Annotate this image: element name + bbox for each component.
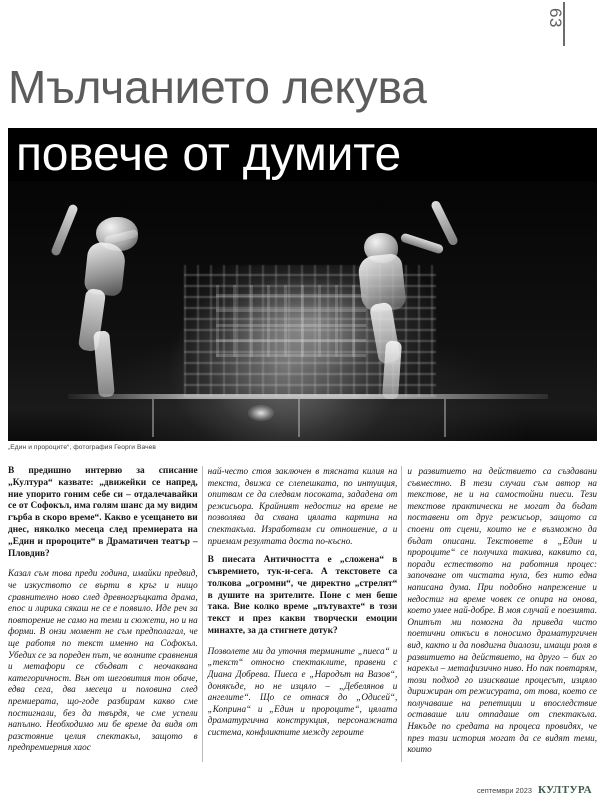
paragraph-question: В предишно интервю за списание „Култура“ казвате: „движейки се напред, ние упорито гоним себе си – отдалечавайки се от Софокъл, има голям шанс да му видим гърба в скоро време“. Какво е усещането ви днес, няколко месеца след премиерата на „Един и пророците“ в Драматичен театър – Пловдив? — [8, 466, 198, 559]
paragraph-answer: Позволете ми да уточня термините „пиеса“ и „текст“ относно спектаклите, правени с Диана Добрева. Пиеса е „Народът на Вазов“, донякъде, но не изцяло – „Дебелянов и ангелите“. Що се отнася до „Одисей“, „Коприна“ и „Един и пророците“, цялата драматургична конструкция, персонажната система, конфликтите между героите — [207, 645, 398, 737]
stage-photograph — [8, 181, 597, 441]
publication-brand: КУЛТУРА — [537, 784, 592, 796]
column-1 — [8, 466, 198, 776]
column-2 — [208, 466, 398, 776]
page-number: 63 — [546, 8, 565, 28]
column-divider-2 — [401, 466, 402, 762]
page-footer — [477, 784, 592, 796]
paragraph-answer: Казал съм това преди година, имайки предвид, че изкуството се върти в кръг и нищо сравнително ново след древногръцката драма, епос и лирика сякаш не се е появило. Иде реч за повторение не само на теми и сюжети, но и на форми. В онзи момент не съм предполагал, че ще работя по текст именно на Софокъл. Убедих се за пореден път, че волните сравнения и метафори се сбъдват с неочаквана категоричност. Вън от шеговития тон обаче, едва сега, два месеца и половина след премиерата, що-годе разбирам какво сме постигнали, без да твърдя, че сме успели напълно. Необходимо ми бе време да видя от разстояние целия спектакъл, защото в предпремиерния хаос — [8, 568, 198, 753]
stage-rail-left — [152, 399, 154, 437]
stage-rail-mid — [298, 399, 300, 437]
stage-rail-right — [444, 399, 446, 437]
stage-backdrop-grid — [216, 285, 366, 357]
photo-caption: „Един и пророците“, фотография Георги Вачев — [8, 444, 156, 451]
page-number-block — [546, 0, 592, 48]
headline-line-2: повече от думите — [16, 128, 401, 181]
issue-date: септември 2023 — [476, 786, 532, 795]
article-body — [8, 466, 597, 776]
stage-floor-glow — [248, 405, 274, 421]
stage-floor-line — [68, 394, 548, 399]
paragraph-answer: най-често стоя заключен в тясната килия на текста, движа се слепешката, по интуиция, опитвам се да следвам посоката, зададена от режисьора. Крайният недостиг на време не позволява да схвана цялата картина на спектакъла. Изработвам си отношение, а и приемам резултата доста по-късно. — [207, 466, 398, 546]
column-divider-1 — [202, 466, 203, 762]
headline-line-1: Мълчанието лекува — [8, 61, 427, 113]
column-3 — [407, 466, 597, 776]
paragraph-question: В пиесата Античността е „сложена“ в съвремието, тук-и-сега. А текстовете са толкова „огромни“, че директно „стрелят“ в душите на зрителите. Поне с мен беше така. Вие колко време „пътувахте“ в този текст и през какви творчески емоции минахте, за да стигнете дотук? — [207, 555, 398, 636]
paragraph-answer: и развитието на действието са създавани съвместно. В тези случаи съм автор на текстове, не и на самостойни пиеси. Тези текстове практически не могат да бъдат поставени от друг режисьор, защото са споени от сцени, които не е възможно да бъдат описани. Текстовете в „Един и пророците“ се получиха такива, каквито са, поради естеството на работния процес: започване от чистата нула, без нито една написана дума. При подобно напрежение и недостиг на време човек се опира на онова, което умее най-добре. В моя случай е поезията. Опитът ми помогна да приведа чисто поетични откъси в поносимо драматургичен вид, както и да повдигна диалози, имащи роля в развитието на действието, на друго – бих го нарекъл – метафизично ниво. Но пак повтарям, този подход го изискваше процесът, изцяло дирижиран от режисурата, от това, което се получаваше на репетиции и впоследствие оставаше или отпадаше от спектакъла. Някъде по средата на процеса провидях, че през тази история могат да се видят теми, които — [407, 466, 598, 755]
